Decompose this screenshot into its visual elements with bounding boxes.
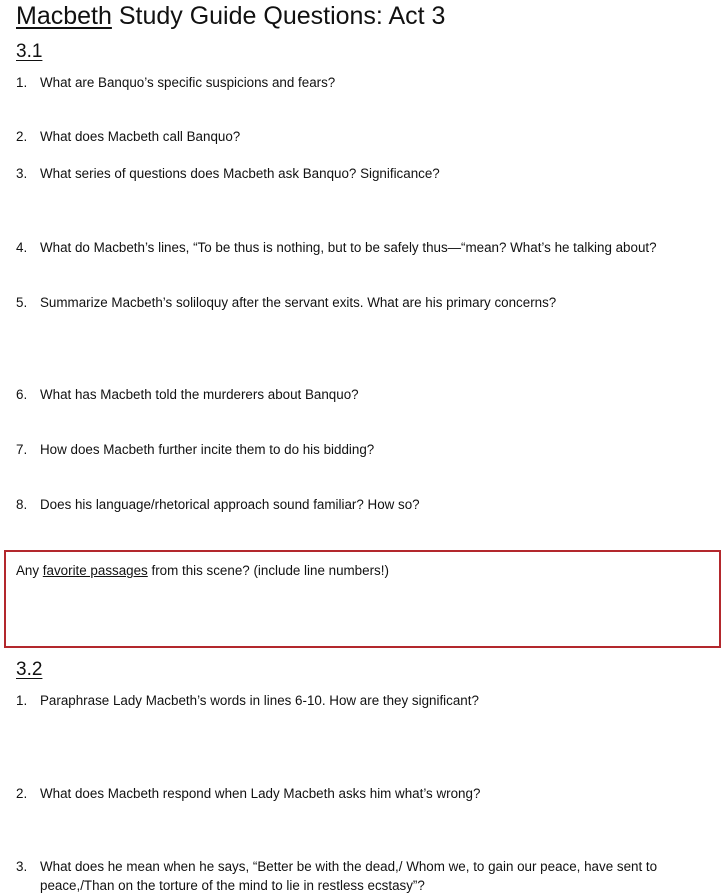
question-text: Does his language/rhetorical approach sound familiar? How so? — [40, 497, 420, 512]
question-number: 6. — [16, 387, 28, 402]
question-number: 1. — [16, 75, 28, 90]
section-heading-3-1: 3.1 — [16, 41, 43, 62]
question-number: 4. — [16, 240, 28, 255]
favorite-passages-prompt — [16, 561, 389, 580]
question-3-1-6 — [16, 385, 716, 404]
question-number: 2. — [16, 786, 28, 801]
question-text: Paraphrase Lady Macbeth’s words in lines 6-10. How are they significant? — [40, 693, 479, 708]
question-3-1-1 — [16, 73, 716, 92]
question-text: What series of questions does Macbeth ask Banquo? Significance? — [40, 166, 440, 181]
question-3-1-5 — [16, 293, 716, 312]
section-heading-3-2: 3.2 — [16, 659, 43, 680]
question-text: What are Banquo’s specific suspicions and fears? — [40, 75, 336, 90]
question-3-1-8 — [16, 495, 716, 514]
prompt-after: from this scene? (include line numbers!) — [147, 563, 389, 578]
page-title — [16, 0, 445, 32]
question-3-1-2 — [16, 127, 716, 146]
prompt-underlined: favorite passages — [42, 563, 148, 578]
question-number: 3. — [16, 859, 28, 874]
question-number: 3. — [16, 166, 28, 181]
question-text: What has Macbeth told the murderers about Banquo? — [40, 387, 359, 402]
question-3-2-2 — [16, 784, 716, 803]
favorite-passages-box[interactable] — [4, 550, 721, 648]
prompt-before: Any — [16, 563, 43, 578]
question-text: What does he mean when he says, “Better be with the dead,/ Whom we, to gain our peace, have sent to peace,/Than on the torture of the mind to lie in restless ecstasy”? — [40, 859, 658, 893]
question-3-2-3 — [16, 857, 716, 895]
question-text: Summarize Macbeth’s soliloquy after the servant exits. What are his primary concerns? — [40, 295, 557, 310]
question-number: 1. — [16, 693, 28, 708]
question-text: What does Macbeth call Banquo? — [40, 129, 241, 144]
question-number: 2. — [16, 129, 28, 144]
question-text: What do Macbeth’s lines, “To be thus is nothing, but to be safely thus—“mean? What’s he talking about? — [40, 240, 657, 255]
question-number: 7. — [16, 442, 28, 457]
question-3-1-7 — [16, 440, 716, 459]
question-text: What does Macbeth respond when Lady Macbeth asks him what’s wrong? — [40, 786, 481, 801]
question-3-1-4 — [16, 238, 716, 257]
question-number: 5. — [16, 295, 28, 310]
title-underlined: Macbeth — [16, 2, 112, 30]
question-3-1-3 — [16, 164, 716, 183]
question-3-2-1 — [16, 691, 716, 710]
question-text: How does Macbeth further incite them to do his bidding? — [40, 442, 375, 457]
question-number: 8. — [16, 497, 28, 512]
title-rest: Study Guide Questions: Act 3 — [111, 2, 446, 30]
